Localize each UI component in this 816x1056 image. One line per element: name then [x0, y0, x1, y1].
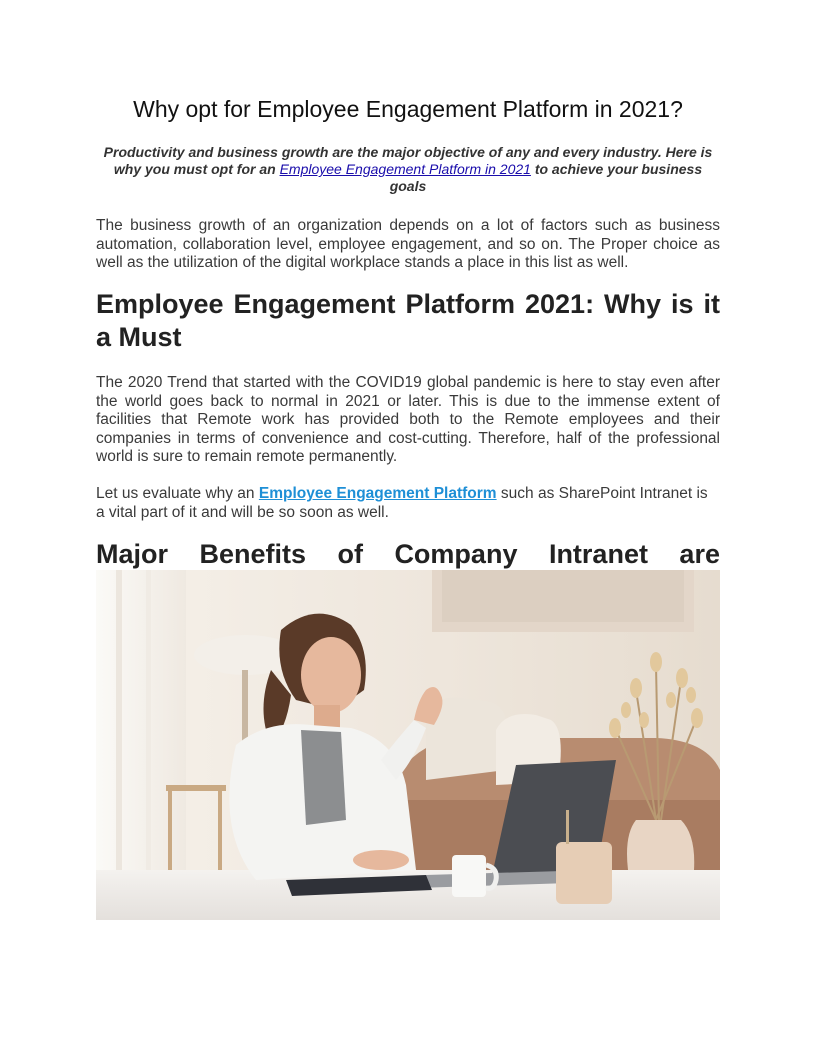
intro-link[interactable]: Employee Engagement Platform in 2021	[279, 161, 531, 177]
section-heading-benefits	[96, 538, 720, 571]
heading-word: of	[337, 539, 363, 569]
evaluate-text-start: Let us evaluate why an	[96, 485, 259, 502]
intro-summary	[96, 144, 720, 195]
intro-text-start: Productivity and business growth are the major objective of any and every industry. Here is why you must opt for an	[103, 144, 713, 177]
paragraph-2020-trend: The 2020 Trend that started with the COVID19 global pandemic is here to stay even after the world goes back to normal in 2021 or later. This is due to the immense extent of facilities that Remote work has provided both to the Remote employees and their companies in terms of convenience and cost-cutting. Therefore, half of the professional world is sure to remain remote permanently.	[96, 374, 720, 465]
employee-engagement-platform-link[interactable]: Employee Engagement Platform	[258, 485, 497, 502]
heading-word: Major	[96, 539, 169, 569]
paragraph-business-growth: The business growth of an organization depends on a lot of factors such as business automation, collaboration level, employee engagement, and so on. The Proper choice as well as the utilization of the digital workplace stands a place in this list as well.	[96, 217, 720, 271]
paragraph-evaluate	[96, 485, 720, 522]
intro-text-end: to achieve your business goals	[389, 161, 703, 194]
heading-word: Company	[394, 539, 518, 569]
woman-video-call-photo	[96, 570, 720, 920]
heading-word: Benefits	[199, 539, 307, 569]
evaluate-text-end: such as SharePoint Intranet is a vital part of it and will be so soon as well.	[96, 485, 708, 521]
heading-word: are	[679, 539, 720, 569]
page-title: Why opt for Employee Engagement Platform in 2021?	[133, 96, 683, 122]
heading-word: Intranet	[548, 539, 648, 569]
section-heading-why-must: Employee Engagement Platform 2021: Why is it a Must	[96, 289, 720, 352]
